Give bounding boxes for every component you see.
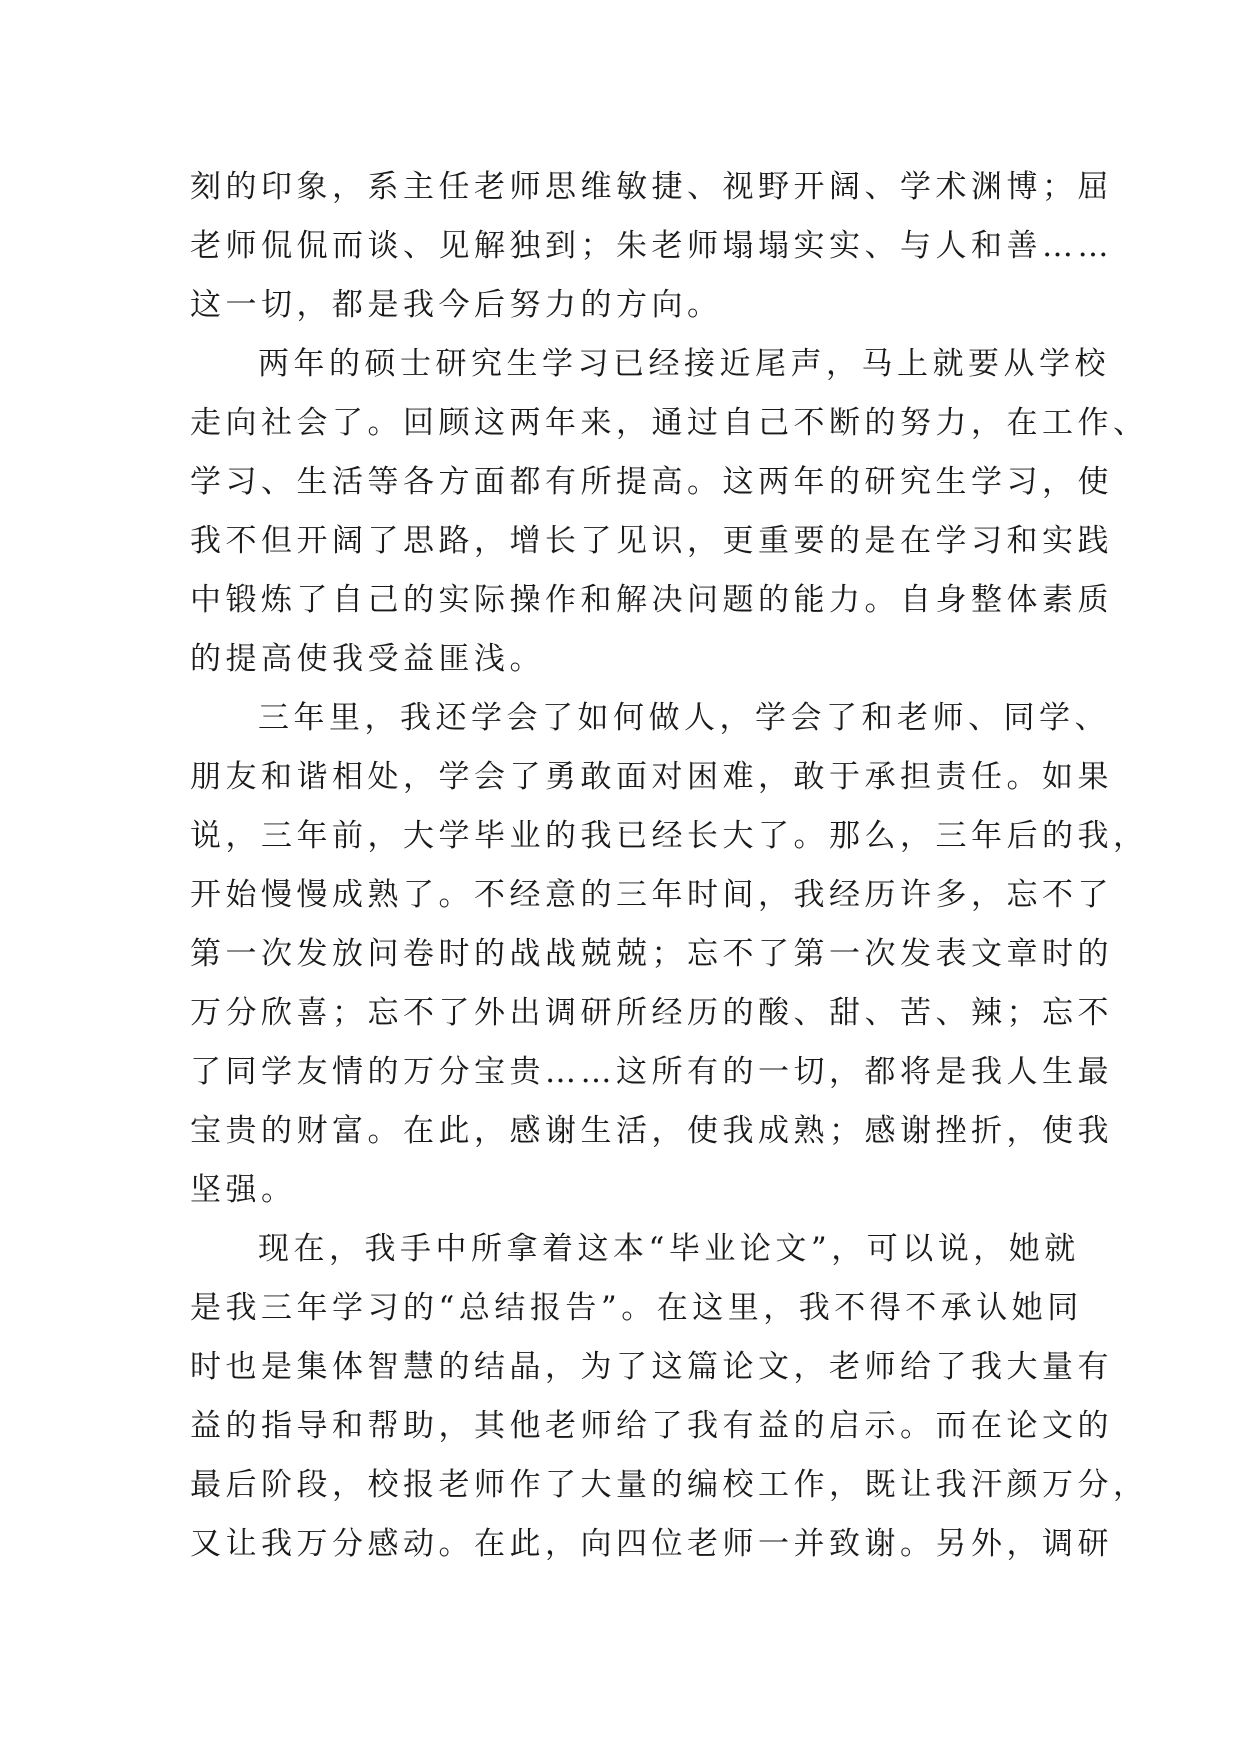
- paragraph-first-line: 两年的硕士研究生学习已经接近尾声，马上就要从学校: [258, 346, 1110, 382]
- text-line: 朋友和谐相处，学会了勇敢面对困难，敢于承担责任。如果: [190, 759, 1113, 795]
- text-line: 了同学友情的万分宝贵……这所有的一切，都将是我人生最: [190, 1054, 1113, 1090]
- text-line: 又让我万分感动。在此，向四位老师一并致谢。另外，调研: [190, 1526, 1113, 1562]
- text-line: 说，三年前，大学毕业的我已经长大了。那么，三年后的我，: [190, 818, 1149, 854]
- text-line: 学习、生活等各方面都有所提高。这两年的研究生学习，使: [190, 464, 1113, 500]
- body-text: [190, 158, 1149, 1574]
- text-line: 第一次发放问卷时的战战兢兢；忘不了第一次发表文章时的: [190, 936, 1113, 972]
- text-line: 万分欣喜；忘不了外出调研所经历的酸、甜、苦、辣；忘不: [190, 995, 1113, 1031]
- paragraph-first-line: 现在，我手中所拿着这本“毕业论文”，可以说，她就: [258, 1231, 1080, 1267]
- text-line: 的提高使我受益匪浅。: [190, 641, 545, 677]
- text-line: 益的指导和帮助，其他老师给了我有益的启示。而在论文的: [190, 1408, 1113, 1444]
- text-line: 开始慢慢成熟了。不经意的三年时间，我经历许多，忘不了: [190, 877, 1113, 913]
- text-line: 是我三年学习的“总结报告”。在这里，我不得不承认她同: [190, 1290, 1083, 1326]
- text-line: 最后阶段，校报老师作了大量的编校工作，既让我汗颜万分，: [190, 1467, 1149, 1503]
- text-line: 刻的印象，系主任老师思维敏捷、视野开阔、学术渊博；屈: [190, 169, 1113, 205]
- text-line: 走向社会了。回顾这两年来，通过自己不断的努力，在工作、: [190, 405, 1149, 441]
- paragraph-first-line: 三年里，我还学会了如何做人，学会了和老师、同学、: [258, 700, 1110, 736]
- text-line: 中锻炼了自己的实际操作和解决问题的能力。自身整体素质: [190, 582, 1113, 618]
- text-line: 我不但开阔了思路，增长了见识，更重要的是在学习和实践: [190, 523, 1113, 559]
- text-line: 老师侃侃而谈、见解独到；朱老师塌塌实实、与人和善……: [190, 228, 1113, 264]
- text-line: 宝贵的财富。在此，感谢生活，使我成熟；感谢挫折，使我: [190, 1113, 1113, 1149]
- text-line: 时也是集体智慧的结晶，为了这篇论文，老师给了我大量有: [190, 1349, 1113, 1385]
- text-line: 这一切，都是我今后努力的方向。: [190, 287, 723, 323]
- text-line: 坚强。: [190, 1172, 297, 1208]
